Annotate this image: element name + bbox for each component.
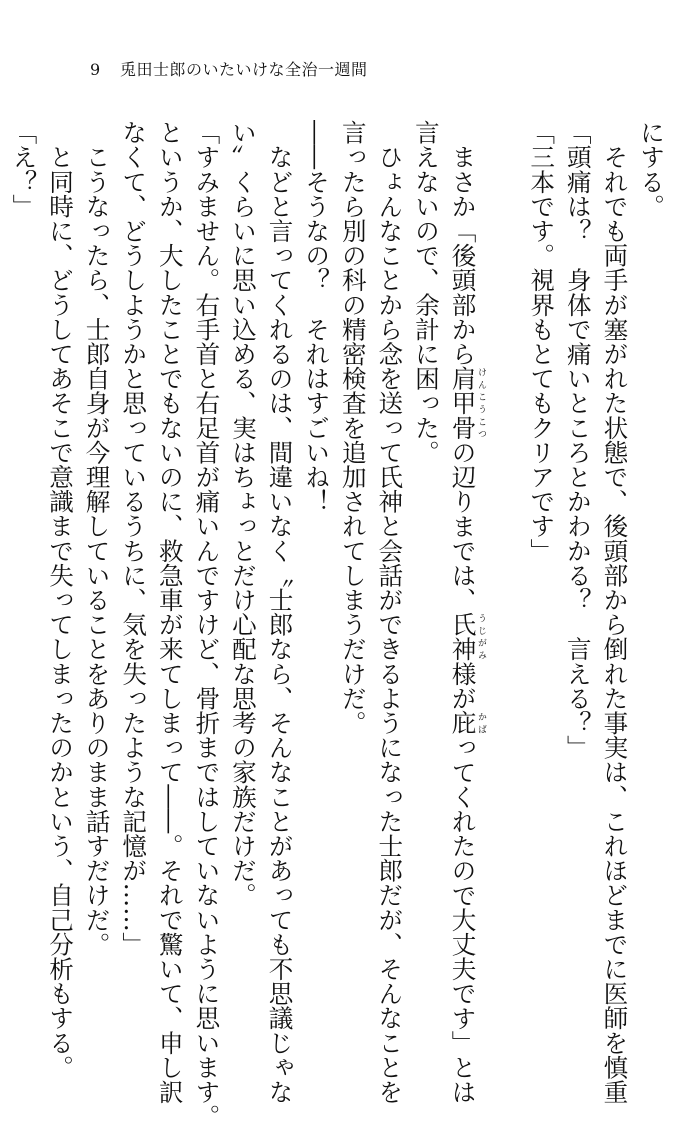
text-line: ――そうなの？ それはすごいね！	[302, 120, 332, 514]
text-line: 言ったら別の科の精密検査を追加されてしまうだけだ。	[338, 120, 368, 735]
running-title: 兎田士郎のいたいけな全治一週間	[120, 60, 368, 79]
text-line: 「すみません。右手首と右足首が痛いんですけど、骨折まではしていないように思います。	[192, 120, 222, 1129]
text-line	[486, 120, 523, 958]
text-line: 「え？」	[9, 120, 39, 219]
text-line: まさか「後頭部から肩甲骨けんこうこつの辺りまでは、氏神うじがみ様が庇かばってくれたので大丈夫です」とは	[448, 120, 487, 1105]
text-line: 「三本です。視界もとてもクリアです」	[527, 120, 557, 563]
text-line: 「頭痛は？ 身体で痛いところとかわかる？ 言える？」	[563, 120, 593, 760]
text-line: 言えないので、余計に困った。	[411, 120, 441, 465]
page-number: 9	[90, 60, 101, 79]
ruby-annotation: 肩甲骨けんこうこつ	[448, 366, 487, 440]
text-line: と同時に、どうしてあそこで意識まで失ってしまったのかという、自己分析もする。	[46, 120, 75, 1080]
text-line: なくて、どうしようかと思っているうちに、気を失ったような記憶が……」	[119, 120, 149, 957]
text-line: ひょんなことから念を送って氏神と会話ができるようになった士郎だが、そんなことを	[375, 120, 405, 1104]
text-line: それでも両手が塞がれた状態で、後頭部から倒れた事実は、これほどまでに医師を慎重	[600, 120, 630, 1104]
text-line: い〟くらいに思い込める、実はちょっとだけ心配な思考の家族だけだ。	[228, 120, 258, 908]
body-text	[5, 120, 669, 1129]
text-line: などと言ってくれるのは、間違いなく〝士郎なら、そんなことがあっても不思議じゃな	[265, 120, 295, 1104]
ruby-annotation: 庇かば	[448, 710, 487, 736]
text-line: こうなったら、士郎自身が今理解していることをありのまま話すだけだ。	[82, 120, 112, 957]
text-line: というか、大したことでもないのに、救急車が来てしまって――。それで驚いて、申し訳	[155, 120, 185, 1104]
ruby-annotation: 氏神うじがみ	[448, 612, 487, 662]
text-line: にする。	[637, 120, 666, 219]
